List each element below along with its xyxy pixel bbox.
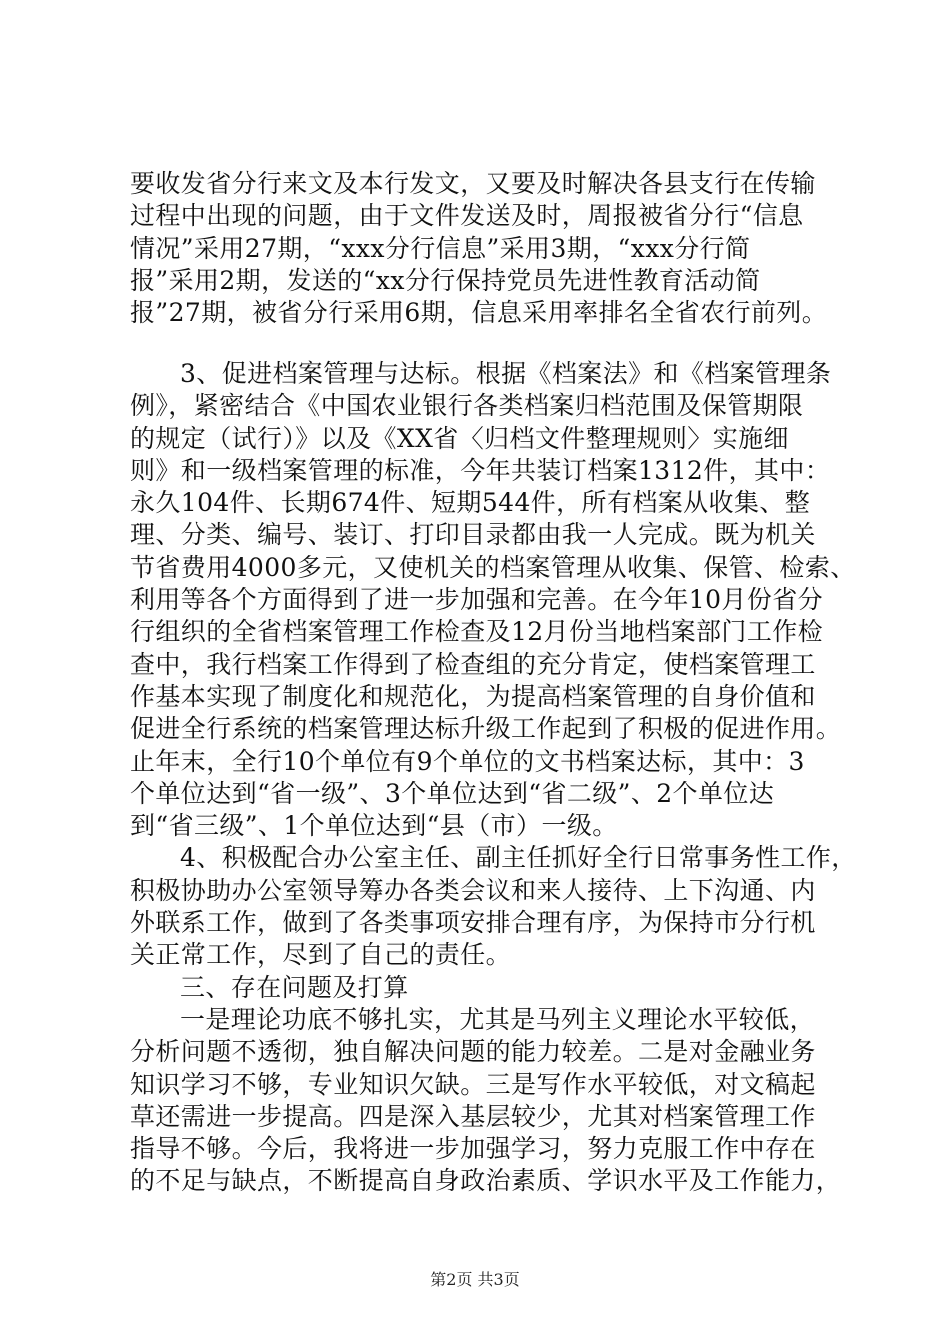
text-line: 到“省三级”、1个单位达到“县（市）一级。 [130, 811, 618, 841]
text-line: 3、促进档案管理与达标。根据《档案法》和《档案管理条 [180, 359, 832, 388]
text-line: 分析问题不透彻，独自解决问题的能力较差。二是对金融业务 [130, 1037, 816, 1067]
text-line: 过程中出现的问题，由于文件发送及时，周报被省分行“信息 [130, 201, 804, 231]
text-line: 积极协助办公室领导筹办各类会议和来人接待、上下沟通、内 [130, 875, 816, 905]
text-line: 报”27期，被省分行采用6期，信息采用率排名全省农行前列。 [130, 298, 828, 328]
paragraph-archive-management [130, 358, 857, 1198]
text-line: 报”采用2期，发送的“xx分行保持党员先进性教育活动简 [130, 265, 761, 295]
text-line: 草还需进一步提高。四是深入基层较少，尤其对档案管理工作 [130, 1101, 816, 1131]
text-line: 指导不够。今后，我将进一步加强学习，努力克服工作中存在 [130, 1134, 816, 1164]
text-line: 查中，我行档案工作得到了检查组的充分肯定，使档案管理工 [130, 649, 816, 679]
text-line: 个单位达到“省一级”、3个单位达到“省二级”、2个单位达 [130, 778, 775, 808]
page-footer: 第2页 共3页 [430, 1270, 520, 1289]
text-line: 要收发省分行来文及本行发文，又要及时解决各县支行在传输 [130, 169, 816, 198]
text-line: 一是理论功底不够扎实，尤其是马列主义理论水平较低， [180, 1004, 816, 1034]
text-line: 例》，紧密结合《中国农业银行各类档案归档范围及保管期限 [130, 391, 804, 421]
text-line: 永久104件、长期674件、短期544件，所有档案从收集、整 [130, 488, 811, 518]
text-line: 关正常工作，尽到了自己的责任。 [130, 940, 512, 970]
text-line: 利用等各个方面得到了进一步加强和完善。在今年10月份省分 [130, 585, 824, 615]
text-line: 促进全行系统的档案管理达标升级工作起到了积极的促进作用。 [130, 714, 842, 744]
text-line: 的不足与缺点，不断提高自身政治素质、学识水平及工作能力， [130, 1166, 842, 1196]
text-line: 止年末，全行10个单位有9个单位的文书档案达标，其中：3 [130, 746, 805, 776]
text-line: 则》和一级档案管理的标准，今年共装订档案1312件，其中： [130, 455, 831, 485]
text-line: 理、分类、编号、装订、打印目录都由我一人完成。既为机关 [130, 520, 816, 550]
text-line: 节省费用4000多元，又使机关的档案管理从收集、保管、检索、 [130, 552, 856, 582]
text-line: 知识学习不够，专业知识欠缺。三是写作水平较低，对文稿起 [130, 1069, 816, 1099]
text-line: 行组织的全省档案管理工作检查及12月份当地档案部门工作检 [130, 617, 824, 647]
text-line: 外联系工作，做到了各类事项安排合理有序，为保持市分行机 [130, 908, 816, 938]
text-line: 4、积极配合办公室主任、副主任抓好全行日常事务性工作， [180, 843, 857, 873]
text-line: 的规定（试行）》以及《XX省〈归档文件整理规则〉实施细 [130, 423, 789, 453]
text-line: 作基本实现了制度化和规范化，为提高档案管理的自身价值和 [130, 681, 816, 711]
section-heading: 三、存在问题及打算 [180, 972, 409, 1002]
paragraph-archive-info [130, 168, 840, 329]
text-line: 情况”采用27期，“xxx分行信息”采用3期，“xxx分行简 [130, 233, 751, 263]
